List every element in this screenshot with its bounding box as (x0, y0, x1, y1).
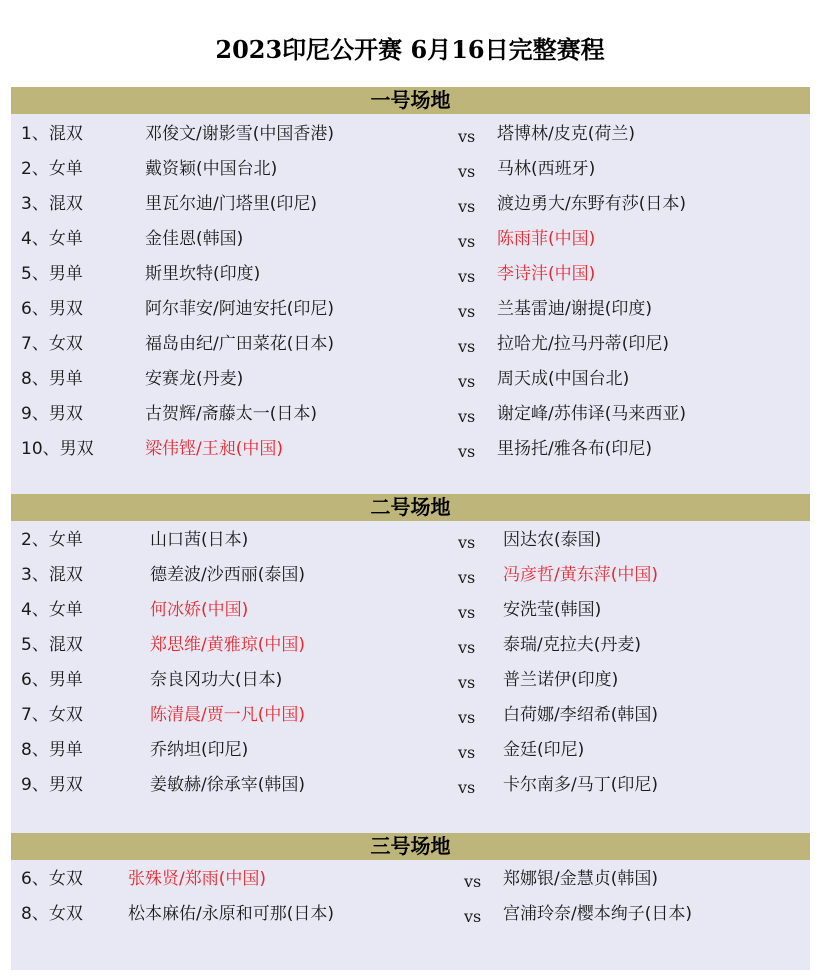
match-number: 7、女双 (21, 334, 83, 354)
player-a: 乔纳坦(印尼) (150, 740, 249, 760)
player-b: 周天成(中国台北) (497, 369, 630, 389)
player-a: 邓俊文/谢影雪(中国香港) (145, 124, 334, 144)
player-b: 陈雨菲(中国) (497, 229, 596, 249)
match-row (11, 292, 810, 327)
match-number: 10、男双 (21, 439, 94, 459)
player-a: 福岛由纪/广田菜花(日本) (145, 334, 334, 354)
player-a: 山口茜(日本) (150, 530, 249, 550)
player-a: 德差波/沙西丽(泰国) (150, 565, 305, 585)
vs-label: vs (458, 638, 476, 657)
match-row (11, 628, 810, 663)
vs-label: vs (458, 267, 476, 286)
player-b: 白荷娜/李绍希(韩国) (503, 705, 658, 725)
match-number: 2、女单 (21, 159, 83, 179)
match-list (11, 114, 810, 504)
page-title: 2023印尼公开赛 6月16日完整赛程 (215, 35, 605, 64)
player-b: 渡边勇大/东野有莎(日本) (497, 194, 686, 214)
player-b: 金廷(印尼) (503, 740, 585, 760)
match-row (11, 663, 810, 698)
player-b: 谢定峰/苏伟译(马来西亚) (497, 404, 686, 424)
match-row (11, 187, 810, 222)
vs-label: vs (458, 162, 476, 181)
match-row (11, 117, 810, 152)
vs-label: vs (458, 743, 476, 762)
match-number: 8、男单 (21, 740, 83, 760)
vs-label: vs (458, 197, 476, 216)
match-row (11, 152, 810, 187)
match-number: 2、女单 (21, 530, 83, 550)
match-number: 6、女双 (21, 869, 83, 889)
match-list (11, 521, 810, 840)
vs-label: vs (464, 907, 482, 926)
player-b: 普兰诺伊(印度) (503, 670, 619, 690)
player-b: 里扬托/雅各布(印尼) (497, 439, 652, 459)
match-list (11, 860, 810, 970)
match-number: 7、女双 (21, 705, 83, 725)
player-a: 张殊贤/郑雨(中国) (128, 869, 266, 889)
player-b: 卡尔南多/马丁(印尼) (503, 775, 658, 795)
match-number: 6、男双 (21, 299, 83, 319)
player-a: 郑思维/黄雅琼(中国) (150, 635, 305, 655)
player-b: 宫浦玲奈/樱本绚子(日本) (503, 904, 692, 924)
match-row (11, 733, 810, 768)
player-b: 安洗莹(韩国) (503, 600, 602, 620)
match-row (11, 257, 810, 292)
player-a: 斯里坎特(印度) (145, 264, 261, 284)
vs-label: vs (458, 302, 476, 321)
match-number: 3、混双 (21, 565, 83, 585)
player-a: 姜敏赫/徐承宰(韩国) (150, 775, 305, 795)
match-row (11, 222, 810, 257)
player-b: 拉哈尤/拉马丹蒂(印尼) (497, 334, 669, 354)
court-header: 一号场地 (11, 87, 810, 114)
vs-label: vs (458, 407, 476, 426)
match-row (11, 523, 810, 558)
vs-label: vs (458, 442, 476, 461)
match-number: 9、男双 (21, 775, 83, 795)
match-row (11, 593, 810, 628)
player-a: 阿尔菲安/阿迪安托(印尼) (145, 299, 334, 319)
match-number: 1、混双 (21, 124, 83, 144)
player-b: 泰瑞/克拉夫(丹麦) (503, 635, 641, 655)
player-b: 塔博林/皮克(荷兰) (497, 124, 635, 144)
match-row (11, 362, 810, 397)
player-a: 金佳恩(韩国) (145, 229, 244, 249)
vs-label: vs (458, 568, 476, 587)
player-b: 兰基雷迪/谢提(印度) (497, 299, 652, 319)
vs-label: vs (458, 603, 476, 622)
court-header: 三号场地 (11, 833, 810, 860)
vs-label: vs (458, 337, 476, 356)
player-b: 李诗沣(中国) (497, 264, 596, 284)
player-a: 奈良冈功大(日本) (150, 670, 283, 690)
match-row (11, 432, 810, 467)
match-number: 4、女单 (21, 600, 83, 620)
player-a: 松本麻佑/永原和可那(日本) (128, 904, 334, 924)
player-b: 郑娜银/金慧贞(韩国) (503, 869, 658, 889)
match-row (11, 862, 810, 897)
player-a: 安赛龙(丹麦) (145, 369, 244, 389)
match-number: 8、男单 (21, 369, 83, 389)
match-row (11, 327, 810, 362)
player-b: 冯彦哲/黄东萍(中国) (503, 565, 658, 585)
match-row (11, 397, 810, 432)
vs-label: vs (458, 778, 476, 797)
match-number: 6、男单 (21, 670, 83, 690)
court-section-2 (11, 494, 810, 840)
match-number: 5、男单 (21, 264, 83, 284)
match-row (11, 897, 810, 932)
player-b: 马林(西班牙) (497, 159, 596, 179)
match-row (11, 768, 810, 803)
court-section-3 (11, 833, 810, 970)
player-b: 因达农(泰国) (503, 530, 602, 550)
player-a: 古贺辉/斋藤太一(日本) (145, 404, 317, 424)
match-number: 3、混双 (21, 194, 83, 214)
vs-label: vs (458, 232, 476, 251)
player-a: 何冰娇(中国) (150, 600, 249, 620)
vs-label: vs (458, 372, 476, 391)
player-a: 梁伟铿/王昶(中国) (145, 439, 283, 459)
player-a: 陈清晨/贾一凡(中国) (150, 705, 305, 725)
vs-label: vs (458, 673, 476, 692)
vs-label: vs (458, 708, 476, 727)
court-header: 二号场地 (11, 494, 810, 521)
vs-label: vs (458, 533, 476, 552)
match-number: 9、男双 (21, 404, 83, 424)
match-number: 5、混双 (21, 635, 83, 655)
vs-label: vs (458, 127, 476, 146)
player-a: 里瓦尔迪/门塔里(印尼) (145, 194, 317, 214)
match-number: 4、女单 (21, 229, 83, 249)
court-section-1 (11, 87, 810, 504)
player-a: 戴资颖(中国台北) (145, 159, 278, 179)
match-row (11, 558, 810, 593)
match-number: 8、女双 (21, 904, 83, 924)
match-row (11, 698, 810, 733)
vs-label: vs (464, 872, 482, 891)
